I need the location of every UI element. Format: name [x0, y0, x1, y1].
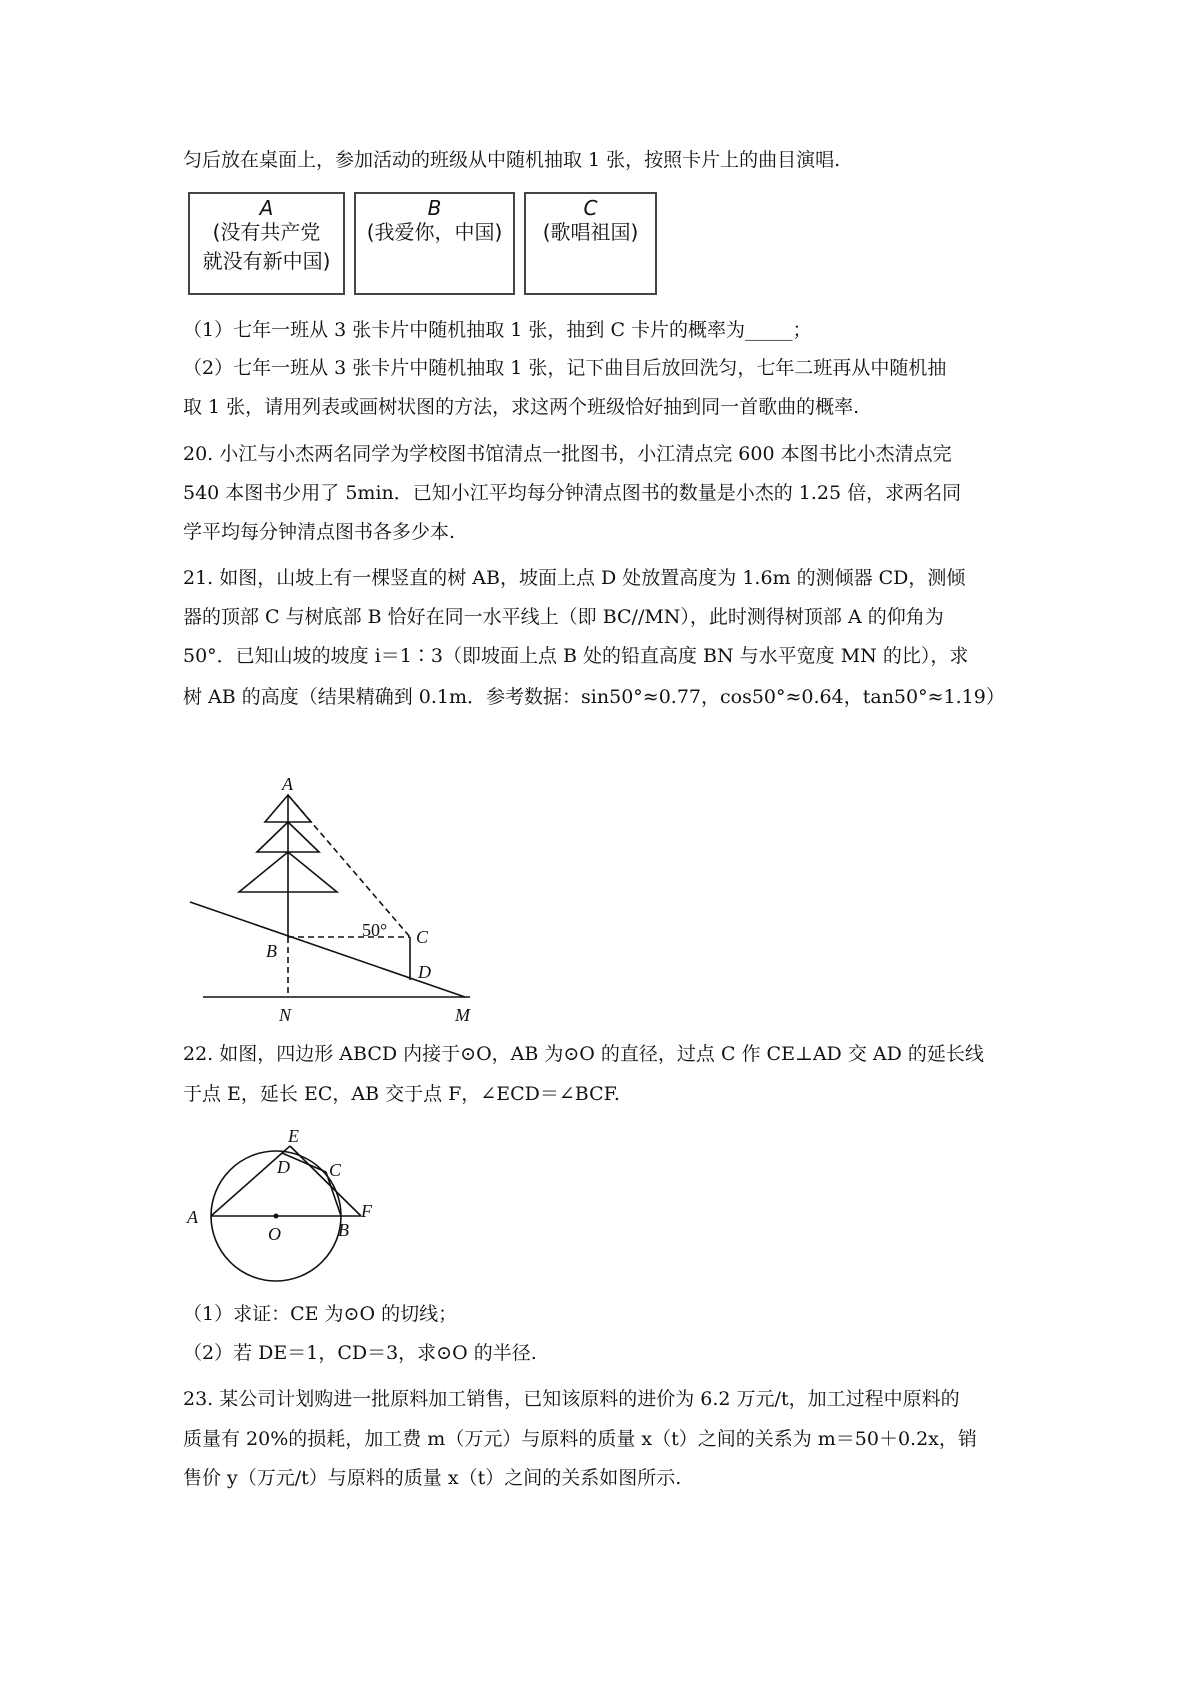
q19-part2-line2: 取 1 张，请用列表或画树状图的方法，求这两个班级恰好抽到同一首歌曲的概率.	[183, 396, 860, 418]
line-ef	[290, 1146, 361, 1216]
card-a-letter: A	[259, 196, 274, 220]
intro-line: 匀后放在桌面上，参加活动的班级从中随机抽取 1 张，按照卡片上的曲目演唱.	[183, 149, 841, 171]
q20-line3: 学平均每分钟清点图书各多少本.	[183, 521, 456, 543]
q22-part2: （2）若 DE＝1，CD＝3，求⊙O 的半径.	[183, 1342, 537, 1364]
label-f2: F	[361, 1201, 372, 1221]
q21-line3: 50°．已知山坡的坡度 i＝1∶3（即坡面上点 B 处的铅直高度 BN 与水平宽度 MN 的比），求	[183, 645, 969, 667]
card-c-letter: C	[583, 196, 598, 220]
center-dot	[274, 1214, 279, 1219]
label-c2: C	[329, 1160, 342, 1180]
card-b-letter: B	[427, 196, 442, 220]
q21-line4: 树 AB 的高度（结果精确到 0.1m．参考数据：sin50°≈0.77，cos50°≈0.64，tan50°≈1.19）	[183, 686, 1005, 708]
q22-line1: 22. 如图，四边形 ABCD 内接于⊙O，AB 为⊙O 的直径，过点 C 作 CE⊥AD 交 AD 的延长线	[183, 1043, 984, 1065]
label-n: N	[279, 1005, 292, 1025]
angle-label: 50°	[362, 920, 388, 940]
card-a-line1: (没有共产党	[212, 220, 321, 244]
label-a2: A	[187, 1207, 198, 1227]
card-c-line1: (歌唱祖国)	[542, 220, 639, 244]
q23-line1: 23. 某公司计划购进一批原料加工销售，已知该原料的进价为 6.2 万元/t，加工过程中原料的	[183, 1388, 960, 1410]
label-o2: O	[268, 1224, 281, 1244]
label-m: M	[455, 1005, 470, 1025]
label-b2: B	[338, 1220, 349, 1240]
label-e2: E	[288, 1126, 299, 1146]
label-d: D	[418, 962, 431, 982]
q19-part2-line1: （2）七年一班从 3 张卡片中随机抽取 1 张，记下曲目后放回洗匀，七年二班再从中随机抽	[183, 357, 947, 379]
q20-line2: 540 本图书少用了 5min．已知小江平均每分钟清点图书的数量是小杰的 1.25 倍，求两名同	[183, 482, 962, 504]
card-b-line1: (我爱你，中国)	[366, 220, 503, 244]
card-a-line2: 就没有新中国)	[202, 249, 331, 273]
q22-part1: （1）求证：CE 为⊙O 的切线；	[183, 1303, 458, 1325]
q23-line3: 售价 y（万元/t）与原料的质量 x（t）之间的关系如图所示.	[183, 1467, 682, 1489]
q23-line2: 质量有 20%的损耗，加工费 m（万元）与原料的质量 x（t）之间的关系为 m＝50＋0.2x，销	[183, 1428, 977, 1450]
q21-line1: 21. 如图，山坡上有一棵竖直的树 AB，坡面上点 D 处放置高度为 1.6m 的测倾器 CD，测倾	[183, 567, 966, 589]
q19-part1: （1）七年一班从 3 张卡片中随机抽取 1 张，抽到 C 卡片的概率为_____；	[183, 319, 812, 341]
label-d2: D	[277, 1157, 290, 1177]
label-c: C	[416, 927, 429, 947]
q20-line1: 20. 小江与小杰两名同学为学校图书馆清点一批图书，小江清点完 600 本图书比小杰清点完	[183, 443, 952, 465]
q21-line2: 器的顶部 C 与树底部 B 恰好在同一水平线上（即 BC//MN），此时测得树顶部 A 的仰角为	[183, 606, 944, 628]
q22-line2: 于点 E，延长 EC，AB 交于点 F，∠ECD＝∠BCF.	[183, 1083, 620, 1105]
label-a: A	[282, 774, 293, 794]
label-b: B	[266, 941, 277, 961]
